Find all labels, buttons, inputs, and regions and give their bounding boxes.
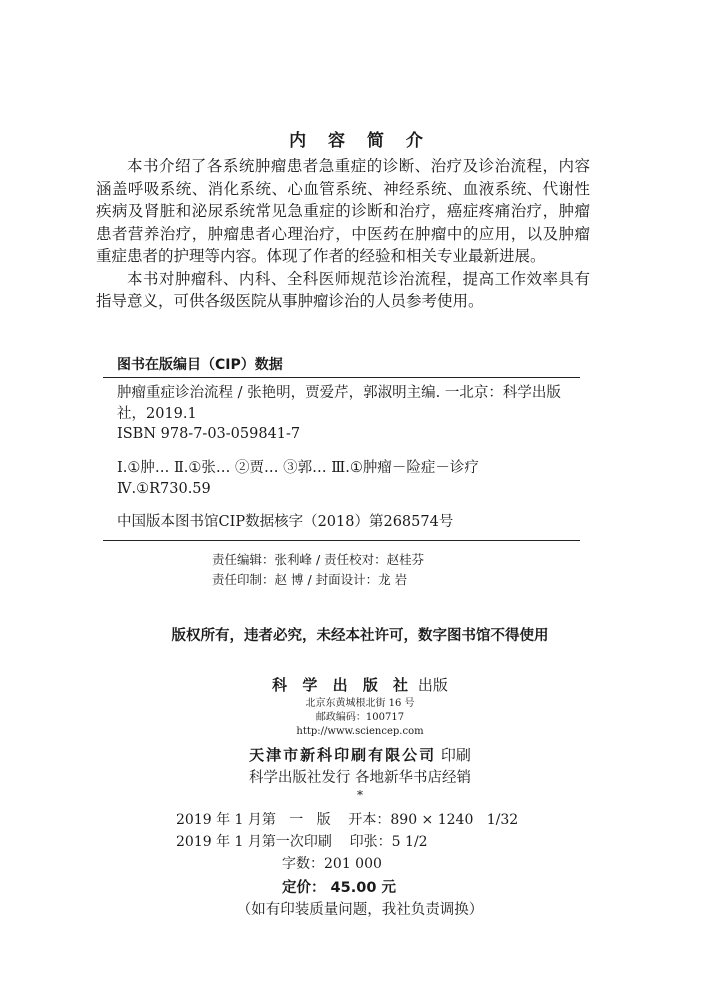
- word-count: 字数：201 000: [282, 856, 382, 872]
- staff-line: 责任印制：赵 博 / 封面设计：龙 岩: [212, 572, 408, 587]
- cip-record: 中国版本图书馆CIP数据核字（2018）第268574号: [117, 514, 454, 530]
- publisher-suffix: 出版: [413, 676, 448, 694]
- quality-note: （如有印装质量问题，我社负责调换）: [236, 902, 484, 918]
- cip-top-rule: [103, 377, 580, 378]
- staff-credits: [212, 550, 592, 590]
- distributor-line: 科学出版社发行 各地新华书店经销: [248, 770, 472, 786]
- publisher-name: 科 学 出 版 社: [272, 676, 414, 694]
- copyright-notice: 版权所有，违者必究，未经本社许可，数字图书馆不得使用: [171, 628, 549, 644]
- cip-isbn: ISBN 978-7-03-059841-7: [117, 426, 301, 442]
- printer-line: [0, 744, 720, 765]
- cip-bottom-rule: [103, 540, 580, 541]
- intro-paragraph: 本书介绍了各系统肿瘤患者急重症的诊断、治疗及诊治流程，内容涵盖呼吸系统、消化系统、心血管系统、神经系统、血液系统、代谢性疾病及肾脏和泌尿系统常见急重症的诊断和治疗，癌症疼痛治疗，肿瘤患者营养治疗，肿瘤患者心理治疗，中医药在肿瘤中的应用，以及肿瘤重症患者的护理等内容。体现了作者的经验和相关专业最新进展。: [96, 157, 590, 265]
- staff-line: 责任编辑：张利峰 / 责任校对：赵桂芬: [212, 552, 425, 567]
- intro-title: 内 容 简 介: [289, 131, 431, 151]
- publisher-address: 北京东黄城根北街 16 号: [305, 698, 415, 709]
- publisher-postcode: 邮政编码：100717: [315, 712, 405, 723]
- cip-class-line: Ⅳ.①R730.59: [117, 480, 211, 497]
- intro-body: [96, 155, 590, 313]
- printing-line: 2019 年 1 月第一次印刷 印张：5 1/2: [176, 834, 428, 850]
- price: 定价： 45.00 元: [282, 880, 396, 896]
- publisher-url: http://www.sciencep.com: [296, 726, 424, 737]
- separator-star: *: [357, 788, 363, 802]
- intro-paragraph: 本书对肿瘤科、内科、全科医师规范诊治流程，提高工作效率具有指导意义，可供各级医院从事肿瘤诊治的人员参考使用。: [96, 269, 590, 310]
- cip-entry: [117, 383, 577, 445]
- cip-classification: [117, 458, 577, 499]
- printer-name: 天津市新科印刷有限公司: [249, 746, 437, 764]
- cip-title: 图书在版编目（CIP）数据: [117, 357, 283, 373]
- cip-entry-line: 肿瘤重症诊治流程 / 张艳明，贾爱芹，郭淑明主编. 一北京：科学出版: [117, 385, 561, 401]
- edition-line: 2019 年 1 月第 一 版 开本：890 × 1240 1/32: [176, 812, 519, 828]
- cip-class-line: Ⅰ.①肿… Ⅱ.①张… ②贾… ③郭… Ⅲ.①肿瘤－险症－诊疗: [117, 460, 479, 476]
- printer-suffix: 印刷: [436, 746, 471, 764]
- cip-entry-line: 社，2019.1: [117, 405, 197, 422]
- publisher-line: [0, 674, 720, 695]
